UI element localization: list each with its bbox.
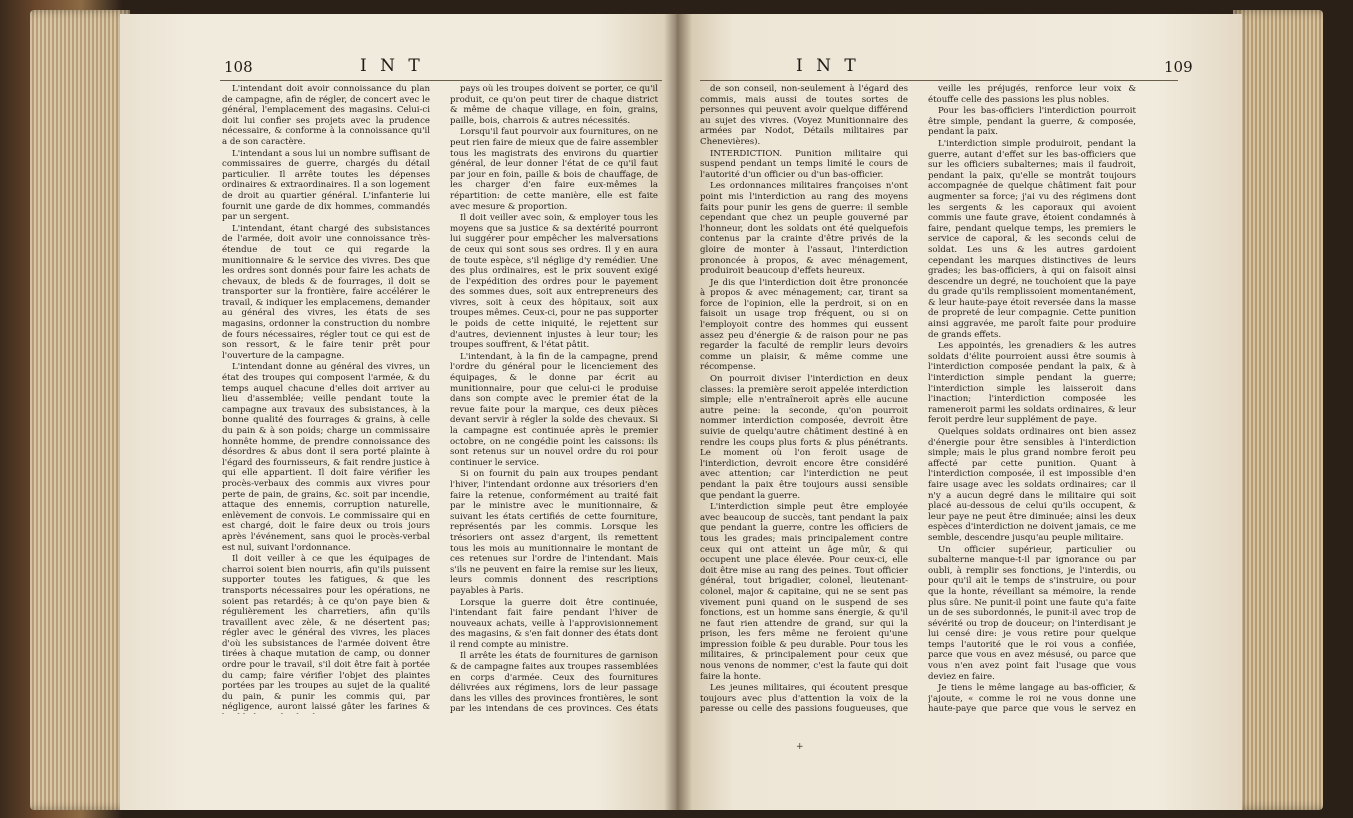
paragraph: Si on fournit du pain aux troupes pendant l'hiver, l'intendant ordonne aux trésoriers d'en faire la retenue, conformément au traité fait par le ministre avec le munitionnaire, & suivant les états certifiés de cette fourniture, représentés par les commis. Lorsque les trésoriers ont assez d'argent, ils remettent tous les mois au munitionnaire le montant de ces retenues sur l'ordre de l'intendant. Mais s'ils ne peuvent en faire la remise sur les lieux, leurs commis donnent des rescriptions payables à Paris.	[450, 469, 658, 596]
page-number-left: 108	[224, 58, 253, 76]
paragraph: L'intendant donne au général des vivres, un état des troupes qui composent l'armée, & du temps auquel chacune d'elles doit arriver au lieu d'assemblée; veille pendant toute la campagne aux travaux des subsistances, à la bonne qualité des fourrages & grains, à celle du pain & à son poids; charge un commissaire honnête homme, de prendre connoissance des désordres & abus dont il sera porté plainte à l'égard des fournisseurs, & fait rendre justice à qui elle appartient. Il doit faire vérifier les procès-verbaux des commis aux vivres pour perte de pain, de grains, &c. soit par incendie, attaque des ennemis, corruption naturelle, enlèvement de convois. Le commissaire qui en est chargé, doit le faire deux ou trois jours après l'événement, sans quoi le procès-verbal est nul, suivant l'ordonnance.	[222, 362, 430, 553]
paragraph: Pour les bas-officiers l'interdiction pourroit être simple, pendant la guerre, & composée, pendant la paix.	[928, 106, 1136, 138]
running-head-left: I N T	[360, 56, 424, 76]
paragraph: Je dis que l'interdiction doit être prononcée à propos & avec ménagement; car, tirant sa force de l'opinion, elle la perdroit, si on en faisoit un usage trop fréquent, ou si on l'employoit contre des hommes qui eussent assez peu d'énergie & de raison pour ne pas regarder la faculté de remplir leurs devoirs comme un plaisir, & même comme une récompense.	[700, 277, 908, 373]
signature-mark: +	[796, 742, 804, 752]
paragraph: L'interdiction simple produiroit, pendant la guerre, autant d'effet sur les bas-officiers que sur les officiers subalternes; mais il faudroit, pendant la paix, qu'elle se montrât toujours accompagnée de quelque châtiment fait pour augmenter sa force; j'ai vu des régimens dont les sergents & les caporaux qui avoient commis une faute grave, étoient condamnés à faire, pendant quelque temps, les premiers le service de caporal, & les seconds celui de soldat. Les uns & les autres gardoient cependant les marques distinctives de leurs grades; les bas-officiers, à qui on faisoit ainsi descendre un degré, ne touchoient que la paye du grade qu'ils remplissoient momentanément, & leur haute-paye étoit reversée dans la masse de propreté de leur compagnie. Cette punition ainsi aggravée, me paroît faite pour produire de grands effets.	[928, 138, 1136, 340]
paragraph: L'intendant, étant chargé des subsistances de l'armée, doit avoir une connoissance très-étendue de tout ce qui regarde la munitionnaire & le service des vivres. Des que les ordres sont donnés pour faire les achats de chevaux, de bleds & de fourrages, il doit se transporter sur la frontière, faire accélérer le travail, & indiquer les emplacemens, demander au général des vivres, les états de ses magasins, ordonner la construction du nombre de fours nécessaires, régler tout ce qui est de son ressort, & le faire tenir prêt pour l'ouverture de la campagne.	[222, 223, 430, 361]
paragraph: L'intendant doit avoir connoissance du plan de campagne, afin de régler, de concert avec le général, l'emplacement des magasins. Celui-ci doit lui confier ses projets avec la prudence nécessaire, & conforme à la connoissance qu'il a de son caractère.	[222, 84, 430, 147]
paragraph: Il doit veiller avec soin, & employer tous les moyens que sa justice & sa dextérité pourront lui suggérer pour empêcher les malversations de ceux qui sont sous ses ordres. Il y en aura de toute espèce, s'il néglige d'y remédier. Une des plus ordinaires, est le prix souvent exigé de l'expédition des ordres pour le payement des sommes dues, soit aux entrepreneurs des vivres, soit à ceux des hôpitaux, soit aux troupes mêmes. Ceux-ci, pour ne pas supporter le poids de cette iniquité, le rejettent sur d'autres, deviennent injustes à leur tour; les troupes souffrent, & l'état pâtit.	[450, 213, 658, 351]
paragraph: Lorsque la guerre doit être continuée, l'intendant fait faire pendant l'hiver de nouveaux achats, veille à l'approvisionnement des magasins, & s'en fait donner des états dont il rend compte au ministre.	[450, 597, 658, 650]
paragraph: L'intendant a sous lui un nombre suffisant de commissaires de guerre, chargés du détail particulier. Il arrête toutes les dépenses ordinaires & extraordinaires. Il a son logement de droit au quartier général. L'infanterie lui fournit une garde de dix hommes, commandés par un sergent.	[222, 148, 430, 223]
book-gutter	[664, 14, 692, 810]
paragraph: L'intendant, à la fin de la campagne, prend l'ordre du général pour le licenciement des équipages, & le donne par écrit au munitionnaire, pour que celui-ci le produise dans son compte avec le premier état de la revue faite pour la marque, ces deux pièces devant servir à régler la solde des chevaux. Si la campagne est continuée après le premier octobre, on ne congédie point les caissons: ils sont retenus sur un nouvel ordre du roi pour continuer le service.	[450, 351, 658, 468]
paragraph: Les jeunes militaires, qui écoutent presque toujours avec plus d'attention la voix de la paresse ou celle des passions fougueuses, que	[700, 683, 908, 714]
running-head-right: I N T	[796, 56, 860, 76]
right-page-edges	[1233, 10, 1323, 810]
paragraph: Il doit veiller à ce que les équipages de charroi soient bien nourris, afin qu'ils puissent supporter toutes les fatigues, & que les transports nécessaires pour les opérations, ne soient pas retardés; à ce qu'on paye bien & régulièrement les charretiers, afin qu'ils travaillent avec zèle, & ne désertent pas; régler avec le général des vivres, les places d'où les subsistances de l'armée doivent être tirées à chaque mutation de camp, ou donner ordre pour le travail, s'il doit être fait à portée du camp; faire vérifier l'objet des plaintes portées par les troupes au sujet de la qualité du pain, & punir les commis qui, par négligence, auront laissé gâter les farines &	[222, 554, 430, 713]
paragraph: INTERDICTION. Punition militaire qui suspend pendant un temps limité le cours de l'autorité d'un officier ou d'un bas-officier.	[700, 148, 908, 180]
paragraph: pays où les troupes doivent se porter, ce qu'il produit, ce qu'on peut tirer de chaque district & même de chaque village, en foin, grains, paille, bois, charrois & autres nécessités.	[450, 84, 658, 126]
right-page-column-1	[700, 84, 908, 714]
page-number-right: 109	[1164, 58, 1193, 76]
paragraph: L'interdiction simple peut être employée avec beaucoup de succès, tant pendant la paix que pendant la guerre, contre les officiers de tous les grades; mais principalement contre ceux qui ont atteint un âge mûr, & qui occupent une place élevée. Pour ceux-ci, elle doit être mise au rang des peines. Tout officier général, tout brigadier, colonel, lieutenant-colonel, major & capitaine, qui ne se sent pas vivement puni quand on le suspend de ses fonctions, est un homme sans énergie, & qu'il ne faut rien attendre de grand, sur qui la prison, les fers même ne feroient qu'une impression foible & peu durable. Pour tous les militaires, & principalement pour ceux que nous venons de nommer, c'est la faute qui doit faire la honte.	[700, 502, 908, 682]
left-page-column-2	[450, 84, 658, 714]
paragraph: Je tiens le même langage au bas-officier, & j'ajoute, « comme le roi ne vous donne une haute-paye que parce que vous le servez en	[928, 683, 1136, 714]
left-page-edges	[30, 10, 130, 810]
paragraph: de son conseil, non-seulement à l'égard des commis, mais aussi de toutes sortes de personnes qui peuvent avoir quelque différend au sujet des vivres. (Voyez Munitionnaire des armées par Nodot, Détails militaires par Chenevières).	[700, 84, 908, 147]
paragraph: Les appointés, les grenadiers & les autres soldats d'élite pourroient aussi être soumis à l'interdiction composée pendant la paix, & à l'interdiction simple pendant la guerre; l'interdiction simple les laisseroit dans l'inaction; l'interdiction composée les rameneroit parmi les soldats ordinaires, & leur feroit perdre leur supplément de paye.	[928, 341, 1136, 426]
header-rule-left	[220, 80, 662, 81]
paragraph: veille les préjugés, renforce leur voix & étouffe celle des passions les plus nobles.	[928, 84, 1136, 105]
paragraph: Il arrête les états de fournitures de garnison & de campagne faites aux troupes rassemblées en corps d'armée. Ceux des fournitures délivrées aux régimens, lors de leur passage dans les villes des provinces frontières, le sont par les intendans de ces provinces. Ces états	[450, 651, 658, 714]
header-rule-right	[700, 80, 1178, 81]
paragraph: Un officier supérieur, particulier ou subalterne manque-t-il par ignorance ou par oubli, à remplir ses fonctions, je l'interdis, ou pour qu'il ait le temps de s'instruire, ou pour que la honte, réveillant sa mémoire, la rende plus sûre. Ne punit-il point une faute qu'a faite un de ses subordonnés, le punit-il avec trop de sévérité ou trop de douceur; on l'interdisant je lui censé dire: je vous retire pour quelque temps l'autorité que le roi vous a confiée, parce que vous en avez mésusé, ou parce que vous n'en avez point fait l'usage que vous deviez en faire.	[928, 544, 1136, 682]
right-page	[676, 14, 1242, 810]
left-page-column-1	[222, 84, 430, 714]
right-page-column-2	[928, 84, 1136, 714]
paragraph: Les ordonnances militaires françoises n'ont point mis l'interdiction au rang des moyens faits pour punir les gens de guerre: il semble cependant que chez un peuple gouverné par l'honneur, dont les soldats ont été quelquefois contenus par la crainte d'être privés de la gloire de monter à l'assaut, l'interdiction prononcée à propos, & avec ménagement, produiroit beaucoup d'effets heureux.	[700, 181, 908, 277]
paragraph: Lorsqu'il faut pourvoir aux fournitures, on ne peut rien faire de mieux que de faire assembler tous les magistrats des environs du quartier général, de leur donner l'état de ce qu'il faut par jour en foin, paille & bois de chauffage, de les charger d'en faire eux-mêmes la répartition: de cette manière, elle est faite avec mesure & proportion.	[450, 127, 658, 212]
paragraph: Quelques soldats ordinaires ont bien assez d'énergie pour être sensibles à l'interdiction simple; mais le plus grand nombre feroit peu affecté par cette punition. Quant à l'interdiction composée, il est impossible d'en faire usage avec les soldats ordinaires; car il n'y a aucun degré dans le militaire qui soit placé au-dessous de celui qu'ils occupent, & leur paye ne peut être diminuée; ainsi les deux espèces d'interdiction ne doivent jamais, ce me semble, descendre jusqu'au peuple militaire.	[928, 427, 1136, 543]
paragraph: On pourroit diviser l'interdiction en deux classes: la première seroit appelée interdiction simple; elle n'entraîneroit après elle aucune autre peine: la seconde, qu'on pourroit nommer interdiction composée, devroit être suivie de quelqu'autre châtiment destiné à en rendre les coups plus forts & plus pénétrants. Le moment où l'on feroit usage de l'interdiction, devroit encore être considéré avec attention; car l'interdiction ne peut pendant la paix être toujours aussi sensible que pendant la guerre.	[700, 374, 908, 501]
left-page	[120, 14, 680, 810]
